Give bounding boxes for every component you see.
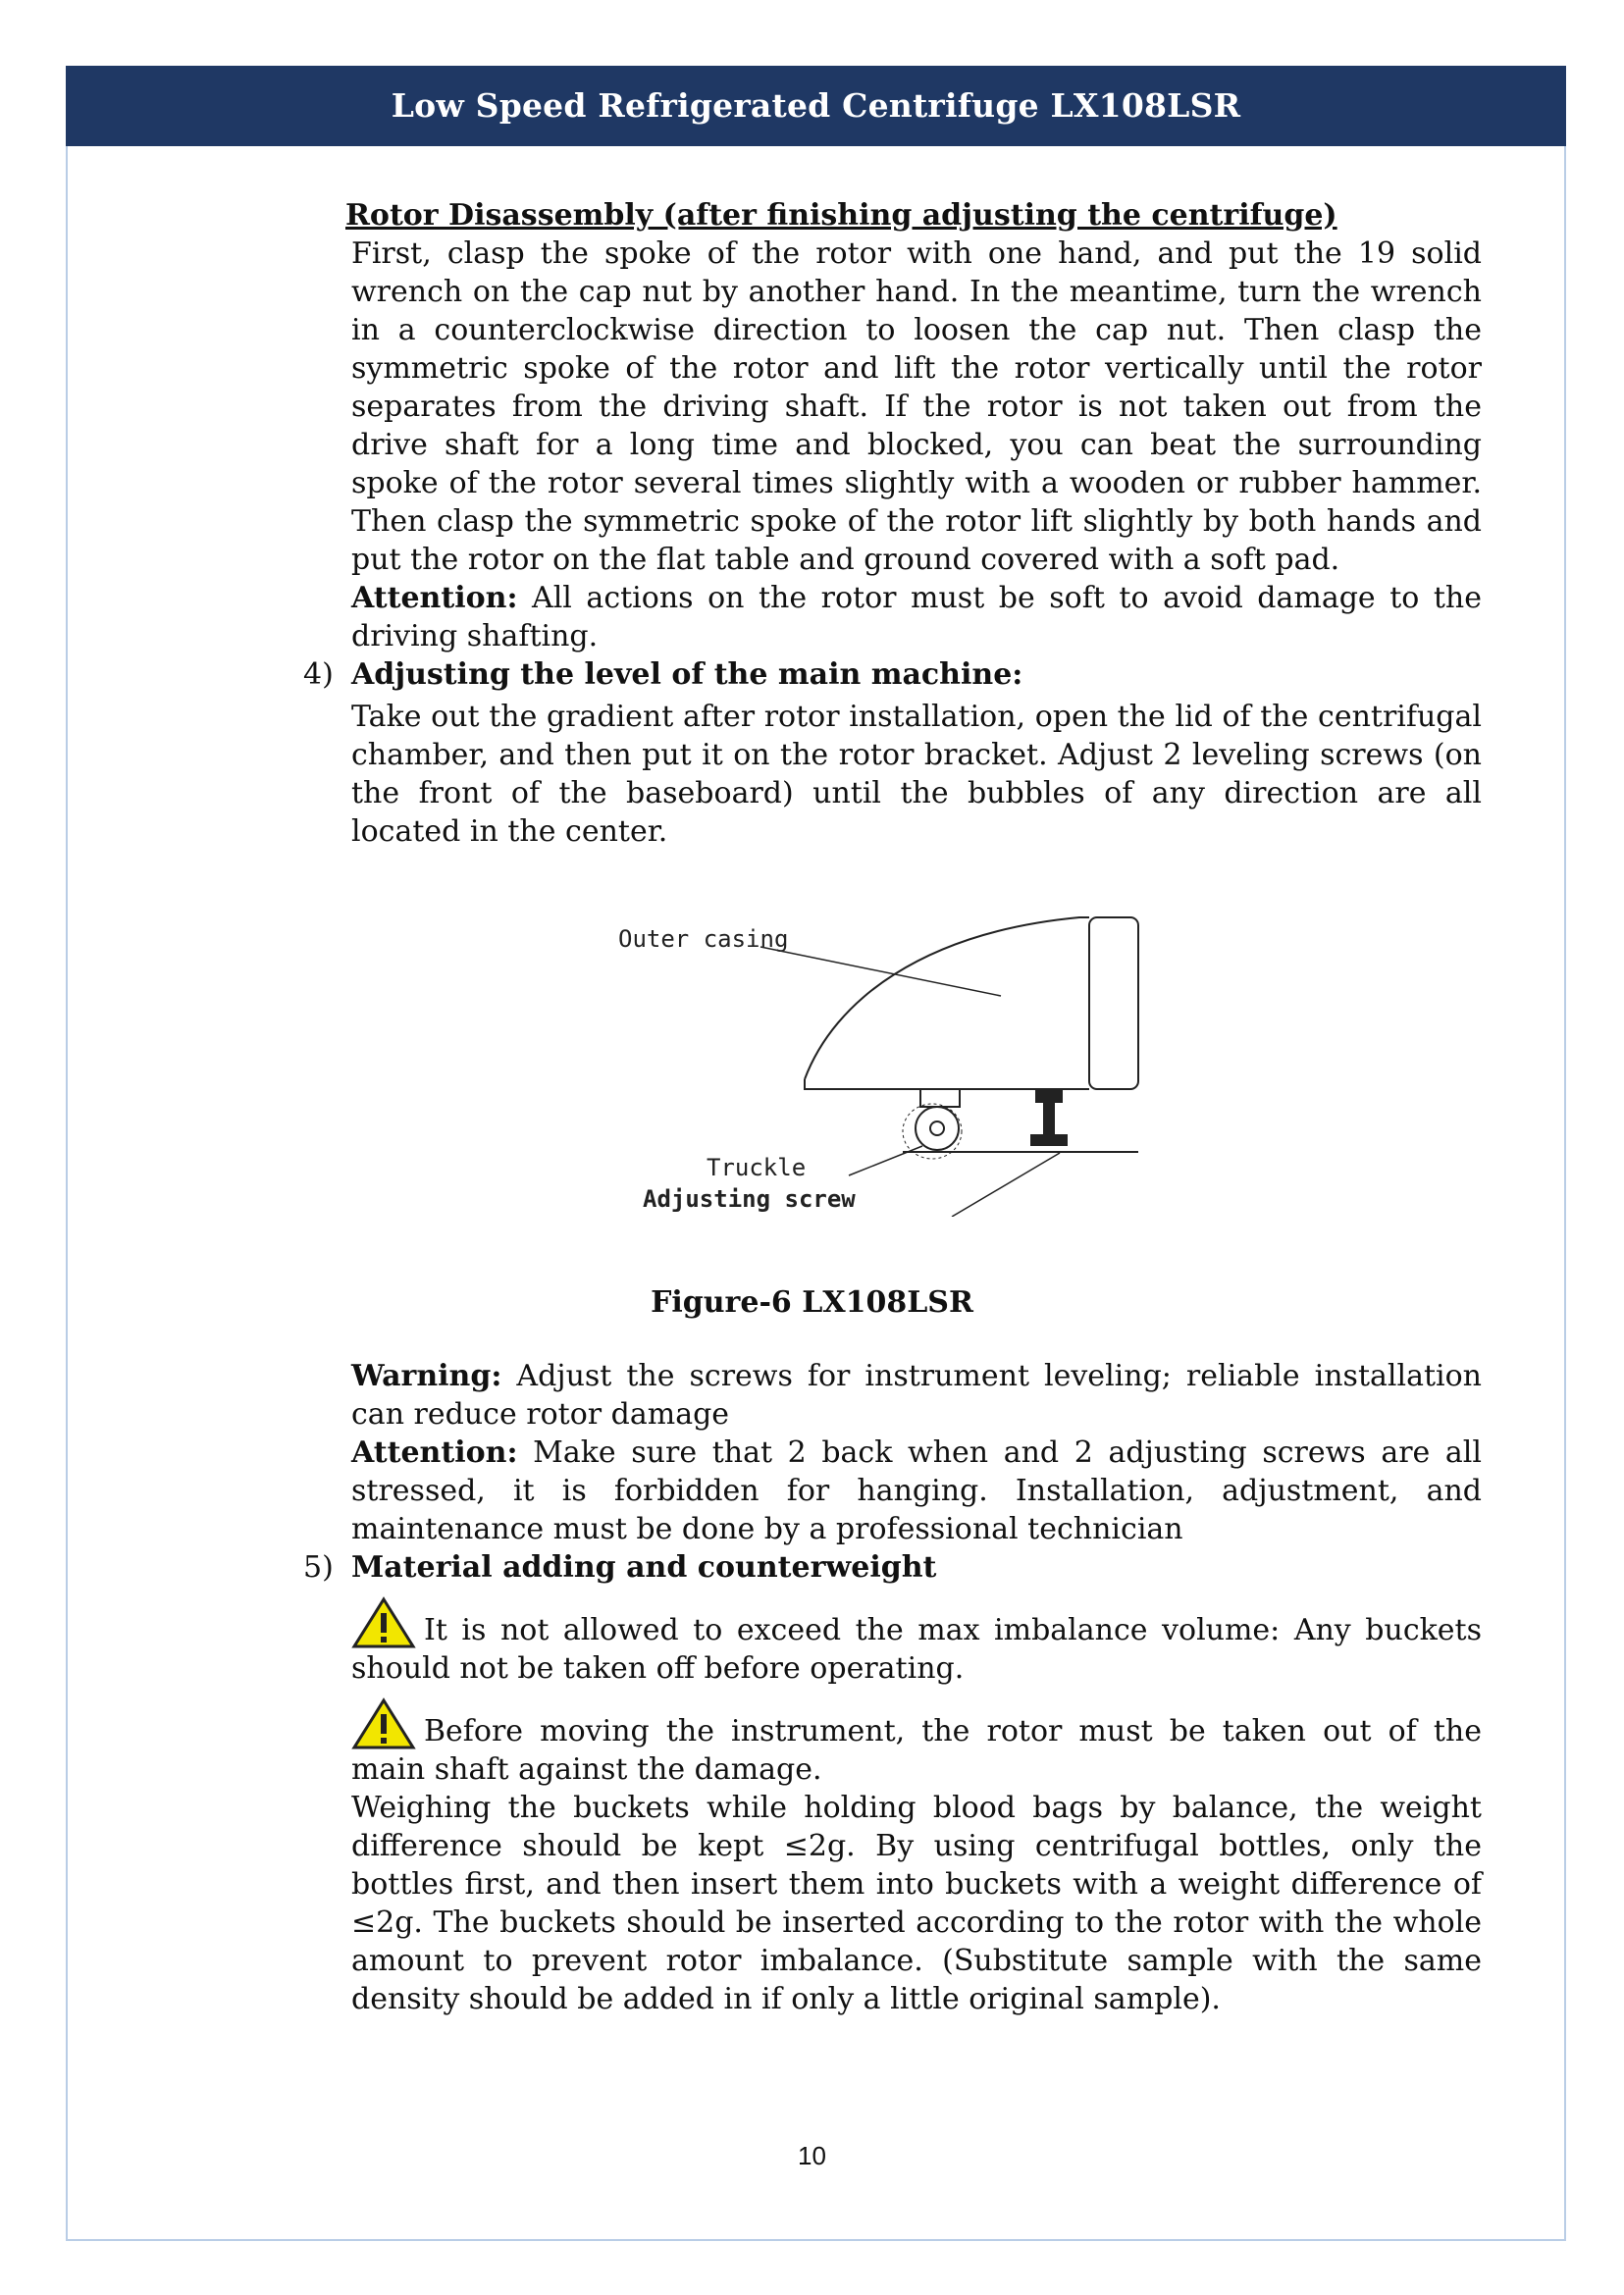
figure-caption: Figure-6 LX108LSR bbox=[651, 1285, 973, 1320]
caution-1 bbox=[351, 1596, 1482, 1688]
section-5-number: 5) bbox=[303, 1550, 334, 1585]
section-5-heading bbox=[303, 1548, 1482, 1587]
label-outer-casing: Outer casing bbox=[618, 925, 789, 953]
attention2-text: Make sure that 2 back when and 2 adjusting screws are all stressed, it is forbidden for hanging. Installation, adjustment, and maintenance must be done by a professional technician bbox=[351, 1435, 1482, 1546]
section-5-title: Material adding and counterweight bbox=[351, 1550, 937, 1585]
caution-2-text: Before moving the instrument, the rotor must be taken out of the main shaft against the damage. bbox=[351, 1714, 1482, 1787]
warning-triangle-icon bbox=[351, 1596, 416, 1649]
section-5-body: Weighing the buckets while holding blood bags by balance, the weight difference should be kept ≤2g. By using centrifugal bottles, only the bottles first, and then insert them into buckets with a weight difference of ≤2g. The buckets should be inserted according to the rotor with the whole amount to prevent rotor imbalance. (Substitute sample with the same density should be added in if only a little original sample). bbox=[351, 1791, 1482, 2016]
page-number: 10 bbox=[798, 2141, 826, 2170]
section-4-number: 4) bbox=[303, 657, 334, 692]
rotor-disassembly-body: First, clasp the spoke of the rotor with one hand, and put the 19 solid wrench on the cap nut by another hand. In the meantime, turn the wrench in a counterclockwise direction to loosen the cap nut. Then clasp the symmetric spoke of the rotor and lift the rotor vertically until the rotor separates from the driving shaft. If the rotor is not taken out from the drive shaft for a long time and blocked, you can beat the surrounding spoke of the rotor several times slightly with a wooden or rubber hammer. Then clasp the symmetric spoke of the rotor lift slightly by both hands and put the rotor on the flat table and ground covered with a soft pad. bbox=[351, 236, 1482, 577]
warning-text: Adjust the screws for instrument leveling; reliable installation can reduce rotor damage bbox=[351, 1359, 1482, 1432]
caution-1-text: It is not allowed to exceed the max imbalance volume: Any buckets should not be taken off before operating. bbox=[351, 1613, 1482, 1686]
label-adjusting-screw: Adjusting screw bbox=[643, 1185, 856, 1213]
section-4-heading bbox=[303, 655, 1482, 694]
warning-paragraph bbox=[351, 1357, 1482, 1434]
rotor-disassembly-heading: Rotor Disassembly (after finishing adjusting the centrifuge) bbox=[345, 198, 1337, 233]
leveling-figure bbox=[608, 903, 1158, 1217]
caution-2 bbox=[351, 1697, 1482, 1789]
attention2-label: Attention: bbox=[351, 1435, 518, 1470]
page-header: Low Speed Refrigerated Centrifuge LX108LSR bbox=[66, 66, 1566, 146]
section-4-title: Adjusting the level of the main machine: bbox=[351, 657, 1023, 692]
warning-triangle-icon bbox=[351, 1697, 416, 1750]
section-4-body: Take out the gradient after rotor installation, open the lid of the centrifugal chamber, and then put it on the rotor bracket. Adjust 2 leveling screws (on the front of the baseboard) until the bubbles of any direction are all located in the center. bbox=[351, 700, 1482, 849]
attention-paragraph bbox=[351, 1434, 1482, 1548]
rotor-attention bbox=[351, 579, 1482, 655]
upper-content bbox=[303, 196, 1482, 851]
label-truckle: Truckle bbox=[707, 1154, 807, 1181]
attention-label: Attention: bbox=[351, 581, 518, 615]
warning-label: Warning: bbox=[351, 1359, 502, 1393]
attention-text: All actions on the rotor must be soft to avoid damage to the driving shafting. bbox=[351, 581, 1482, 653]
lower-content bbox=[303, 1357, 1482, 2018]
